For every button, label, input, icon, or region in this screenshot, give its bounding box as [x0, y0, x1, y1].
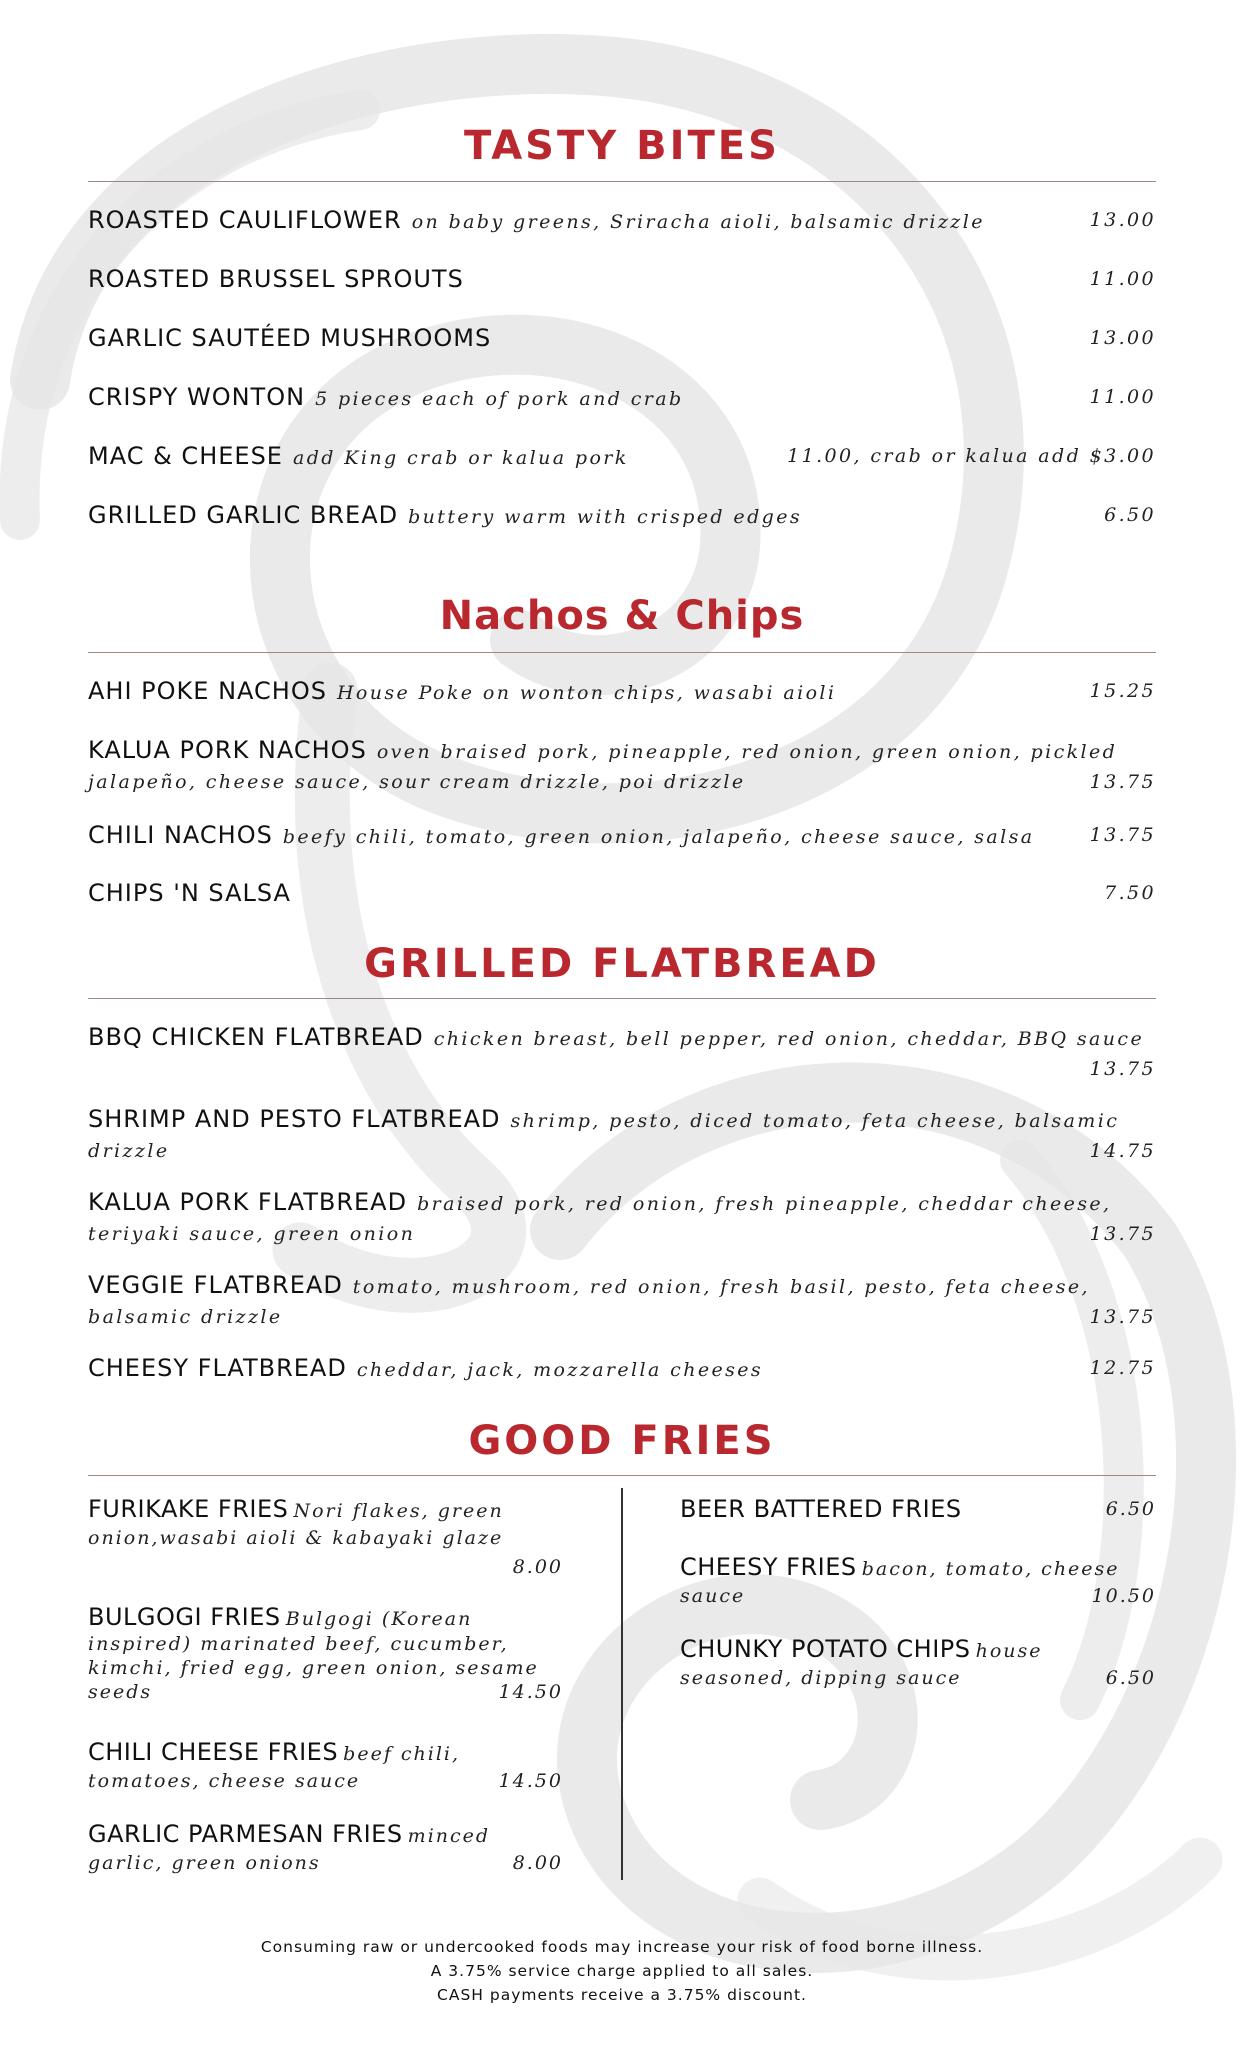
section-title-flatbread: GRILLED FLATBREAD	[364, 941, 880, 987]
item-description: braised pork, red onion, fresh pineapple, cheddar cheese,	[417, 1193, 1112, 1215]
item-price: 6.50	[1104, 504, 1156, 526]
menu-item	[88, 439, 1156, 473]
item-description-cont: teriyaki sauce, green onion	[88, 1223, 416, 1245]
item-description: beef chili,	[343, 1743, 461, 1765]
item-name: GARLIC SAUTÉED MUSHROOMS	[88, 324, 492, 352]
menu-item	[88, 498, 1156, 532]
item-description: bacon, tomato, cheese	[861, 1558, 1120, 1580]
menu-item	[88, 1020, 1156, 1084]
menu-item	[88, 674, 1156, 708]
item-description: minced	[407, 1825, 491, 1847]
menu-item	[88, 262, 1156, 296]
item-description-cont: inspired) marinated beef, cucumber,	[88, 1633, 509, 1655]
item-price: 11.00	[1089, 386, 1156, 408]
item-description: Nori flakes, green	[293, 1500, 504, 1522]
section-divider	[88, 998, 1156, 999]
item-price: 14.50	[498, 1770, 563, 1792]
menu-item	[88, 733, 1156, 797]
item-description-cont: seeds	[88, 1681, 153, 1703]
fries-left-column	[88, 1495, 563, 1895]
item-name: CHEESY FRIES	[680, 1553, 857, 1581]
item-price: 13.00	[1089, 209, 1156, 231]
menu-item	[680, 1553, 1156, 1611]
item-description: oven braised pork, pineapple, red onion, green onion, pickled	[376, 741, 1118, 763]
item-name: AHI POKE NACHOS	[88, 677, 327, 705]
footer-line: CASH payments receive a 3.75% discount.	[437, 1986, 807, 2004]
item-name: ROASTED BRUSSEL SPROUTS	[88, 265, 464, 293]
item-name: BBQ CHICKEN FLATBREAD	[88, 1023, 424, 1051]
item-price: 12.75	[1089, 1357, 1156, 1379]
menu-item	[88, 876, 1156, 910]
menu-item	[88, 1351, 1156, 1385]
item-price: 13.75	[1089, 771, 1156, 793]
item-description-cont: jalapeño, cheese sauce, sour cream drizzle, poi drizzle	[88, 771, 746, 793]
menu-item	[88, 1820, 563, 1878]
item-name: GRILLED GARLIC BREAD	[88, 501, 399, 529]
item-price: 13.75	[1089, 1223, 1156, 1245]
section-title-tasty-bites: TASTY BITES	[464, 123, 780, 169]
menu-item	[680, 1635, 1156, 1693]
item-name: MAC & CHEESE	[88, 442, 283, 470]
item-description: 5 pieces each of pork and crab	[315, 388, 684, 410]
item-description-cont: seasoned, dipping sauce	[680, 1667, 962, 1689]
item-name: CHILI NACHOS	[88, 821, 273, 849]
item-price: 13.75	[1089, 1058, 1156, 1080]
menu-item	[88, 1268, 1156, 1332]
item-name: CHEESY FLATBREAD	[88, 1354, 347, 1382]
item-description-cont: sauce	[680, 1585, 746, 1607]
section-divider	[88, 652, 1156, 653]
item-price: 8.00	[512, 1556, 563, 1578]
item-name: ROASTED CAULIFLOWER	[88, 206, 402, 234]
item-price: 13.75	[1089, 1306, 1156, 1328]
item-price: 14.75	[1089, 1140, 1156, 1162]
item-name: KALUA PORK FLATBREAD	[88, 1188, 408, 1216]
item-description-cont: onion,wasabi aioli & kabayaki glaze	[88, 1527, 504, 1549]
item-price: 15.25	[1089, 680, 1156, 702]
menu-item	[88, 1603, 563, 1704]
section-divider	[88, 1475, 1156, 1476]
item-price: 13.75	[1089, 824, 1156, 846]
item-price: 6.50	[1105, 1667, 1156, 1689]
menu-item	[88, 1102, 1156, 1166]
item-description-cont: kimchi, fried egg, green onion, sesame	[88, 1657, 539, 1679]
menu-item	[88, 818, 1156, 852]
section-title-fries: GOOD FRIES	[468, 1418, 776, 1464]
item-name: KALUA PORK NACHOS	[88, 736, 367, 764]
item-description: house	[975, 1640, 1043, 1662]
column-divider	[621, 1488, 623, 1880]
section-divider	[88, 181, 1156, 182]
fries-right-column	[680, 1495, 1156, 1755]
item-description: House Poke on wonton chips, wasabi aioli	[336, 682, 837, 704]
menu-page	[88, 0, 1156, 2048]
item-description: Bulgogi (Korean	[285, 1608, 473, 1630]
item-price: 10.50	[1091, 1585, 1156, 1607]
item-description: shrimp, pesto, diced tomato, feta cheese, balsamic	[510, 1110, 1120, 1132]
item-description: on baby greens, Sriracha aioli, balsamic drizzle	[411, 211, 985, 233]
item-description-cont: drizzle	[88, 1140, 170, 1162]
item-name: BULGOGI FRIES	[88, 1603, 281, 1631]
menu-item	[88, 203, 1156, 237]
item-description: beefy chili, tomato, green onion, jalapeño, cheese sauce, salsa	[282, 826, 1035, 848]
menu-item	[88, 1495, 563, 1582]
item-description-cont: balsamic drizzle	[88, 1306, 283, 1328]
footer-line: Consuming raw or undercooked foods may increase your risk of food borne illness.	[260, 1938, 984, 1956]
item-price: 11.00	[1089, 268, 1156, 290]
item-name: FURIKAKE FRIES	[88, 1495, 289, 1523]
item-name: CHILI CHEESE FRIES	[88, 1738, 339, 1766]
menu-item	[88, 1185, 1156, 1249]
footer-disclaimer	[88, 1935, 1156, 2007]
item-description: chicken breast, bell pepper, red onion, cheddar, BBQ sauce	[433, 1028, 1145, 1050]
item-name: CHUNKY POTATO CHIPS	[680, 1635, 971, 1663]
menu-item	[88, 380, 1156, 414]
item-price: 6.50	[1105, 1498, 1156, 1520]
item-price: 7.50	[1104, 882, 1156, 904]
item-description-cont: garlic, green onions	[88, 1852, 321, 1874]
item-description: tomato, mushroom, red onion, fresh basil, pesto, feta cheese,	[352, 1276, 1090, 1298]
item-name: BEER BATTERED FRIES	[680, 1495, 962, 1523]
section-title-nachos: Nachos & Chips	[439, 593, 805, 639]
item-name: SHRIMP AND PESTO FLATBREAD	[88, 1105, 501, 1133]
item-price: 13.00	[1089, 327, 1156, 349]
menu-item	[88, 1738, 563, 1796]
item-name: CHIPS 'N SALSA	[88, 879, 291, 907]
item-description: add King crab or kalua pork	[292, 447, 629, 469]
item-price: 14.50	[498, 1681, 563, 1703]
item-name: GARLIC PARMESAN FRIES	[88, 1820, 403, 1848]
item-name: CRISPY WONTON	[88, 383, 306, 411]
item-name: VEGGIE FLATBREAD	[88, 1271, 343, 1299]
item-description: cheddar, jack, mozzarella cheeses	[356, 1359, 764, 1381]
menu-item	[88, 321, 1156, 355]
item-description: buttery warm with crisped edges	[408, 506, 802, 528]
footer-line: A 3.75% service charge applied to all sales.	[430, 1962, 814, 1980]
item-description-cont: tomatoes, cheese sauce	[88, 1770, 361, 1792]
item-price: 8.00	[512, 1852, 563, 1874]
menu-item	[680, 1495, 1156, 1524]
item-price: 11.00, crab or kalua add $3.00	[787, 445, 1156, 467]
